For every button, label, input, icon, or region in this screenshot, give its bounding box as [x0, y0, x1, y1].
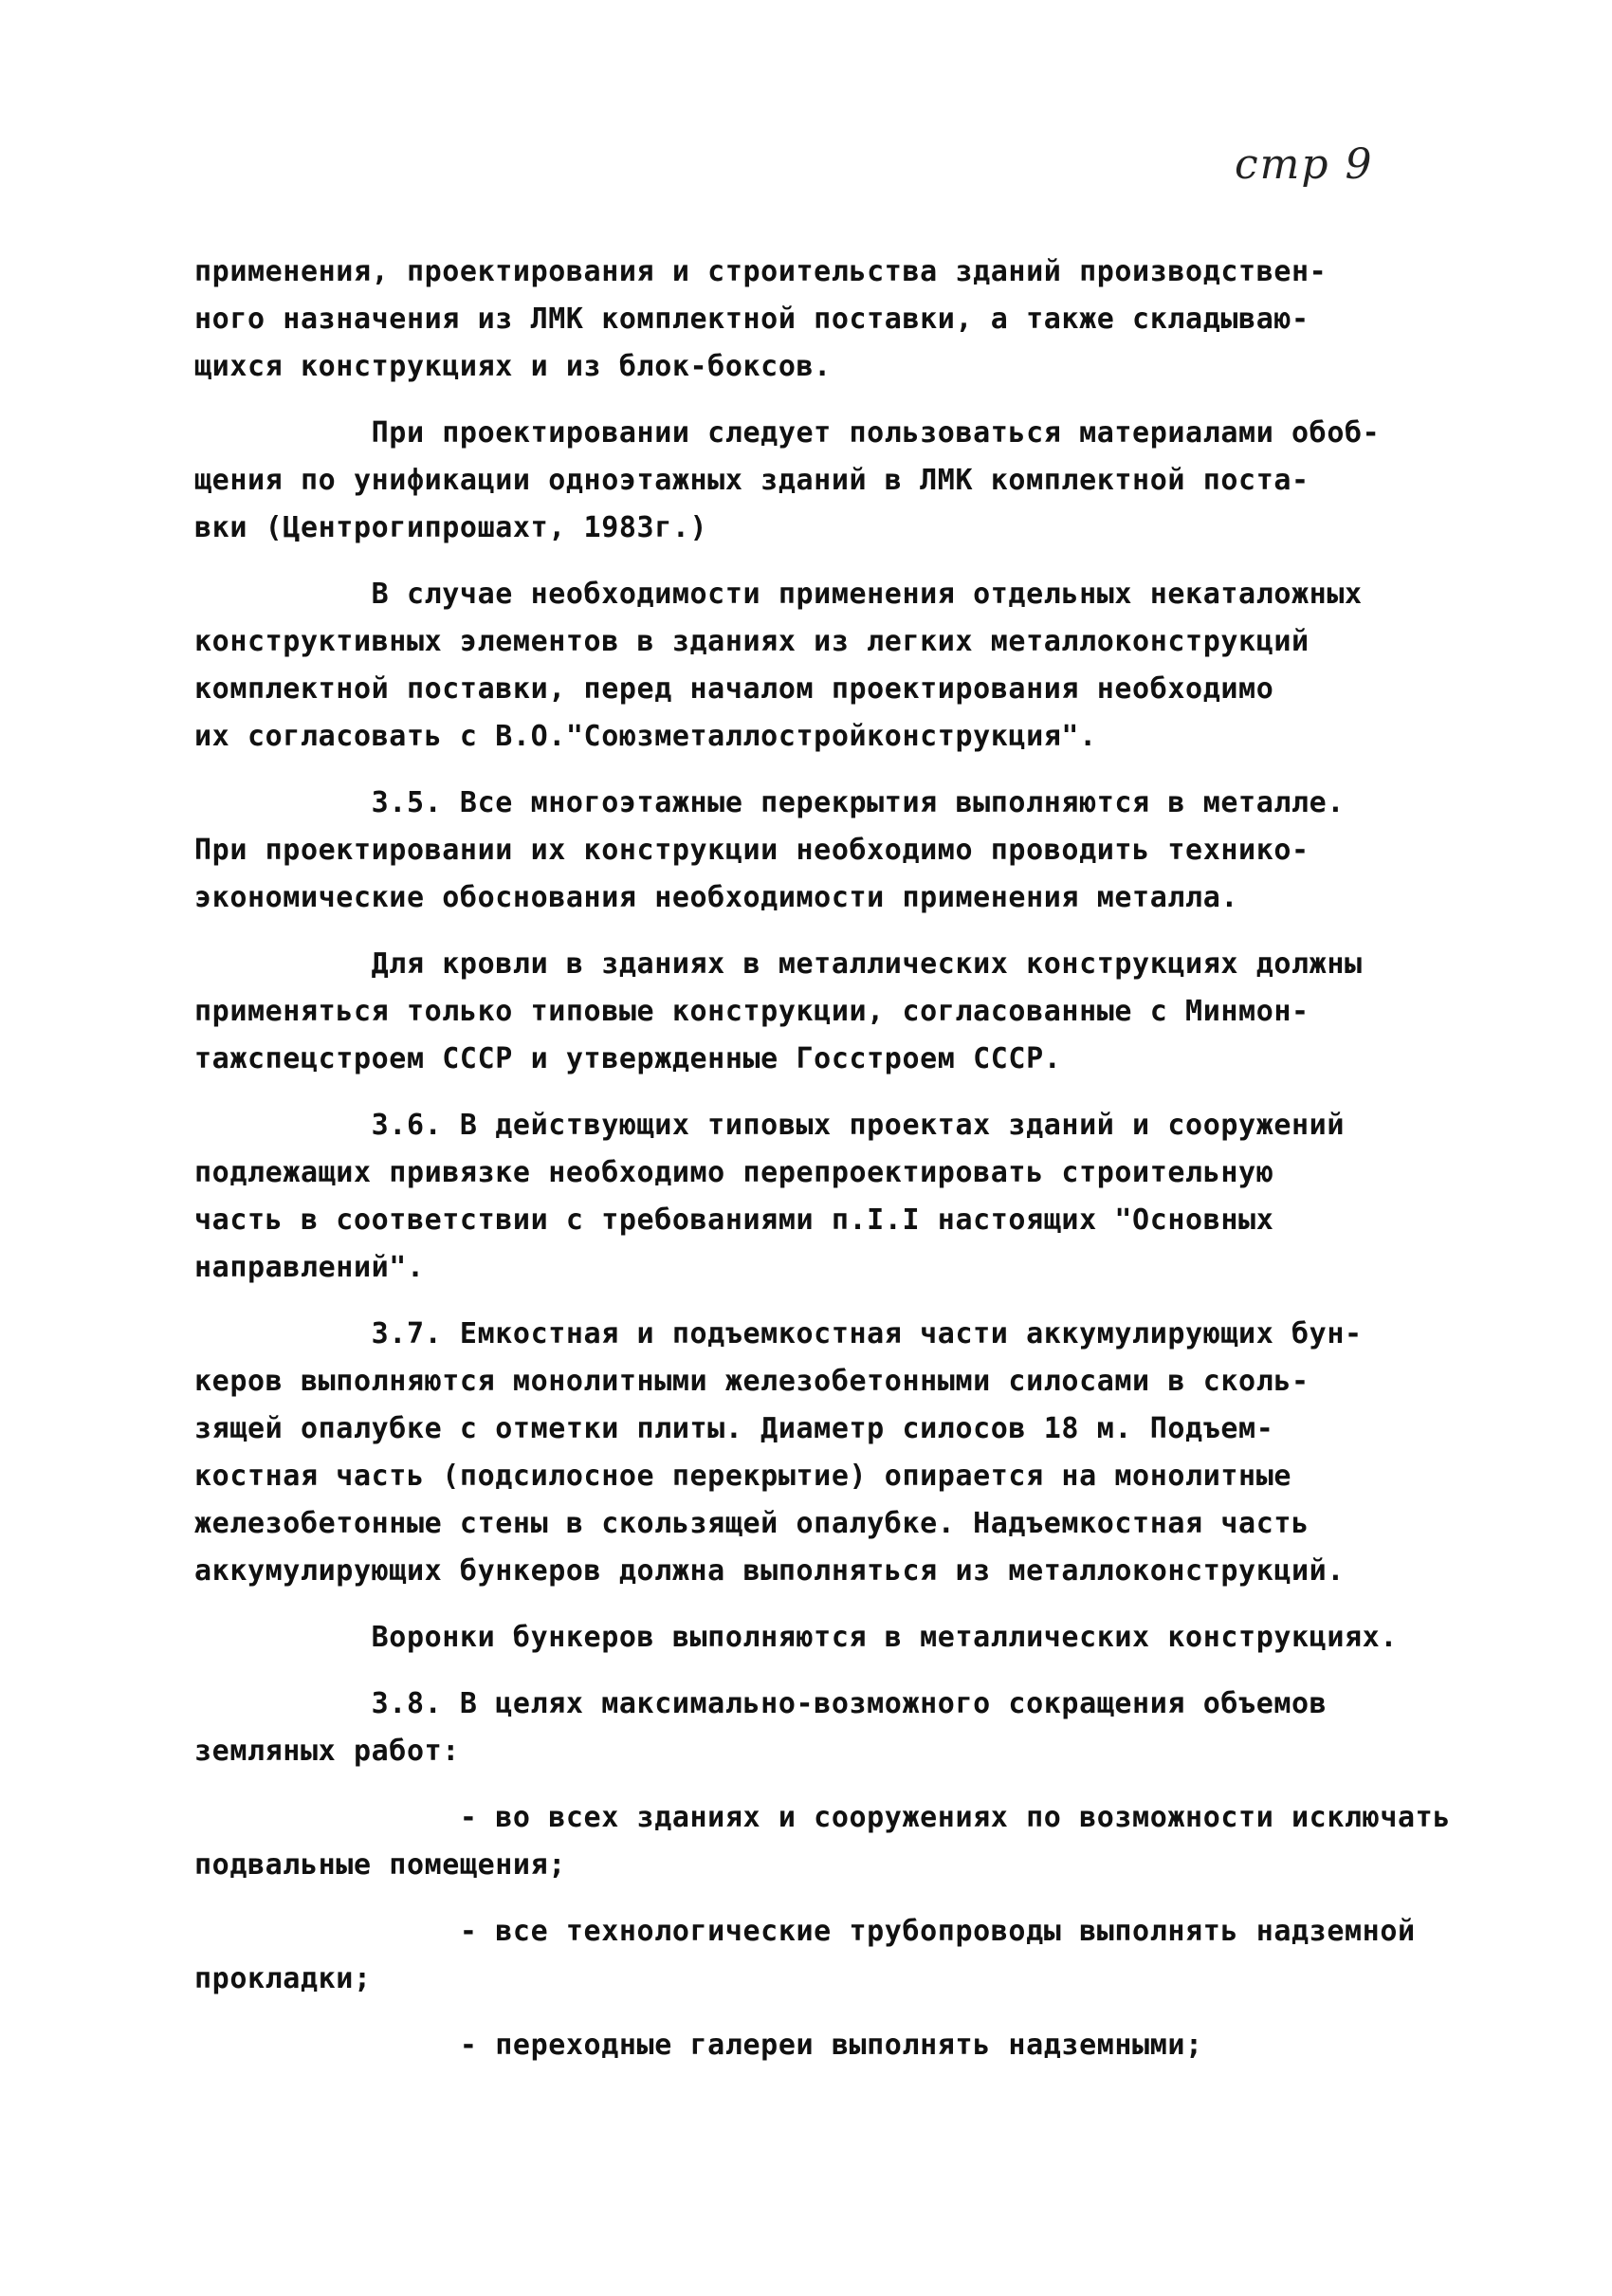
text-line: 3.6. В действующих типовых проектах зданий и сооружений: [194, 1109, 1345, 1142]
text-line: щения по унификации одноэтажных зданий в ЛМК комплектной поста-: [194, 464, 1310, 497]
text-line: тажспецстроем СССР и утвержденные Госстроем СССР.: [194, 1042, 1062, 1075]
text-line: - переходные галереи выполнять надземными;: [194, 2029, 1203, 2062]
paragraph-gap: [194, 1083, 1470, 1102]
text-line: 3.7. Емкостная и подъемкостная части аккумулирующих бун-: [194, 1317, 1363, 1350]
paragraph-gap: [194, 1595, 1470, 1614]
text-line: применения, проектирования и строительства зданий производствен-: [194, 255, 1328, 288]
paragraph-gap: [194, 552, 1470, 571]
text-line: костная часть (подсилосное перекрытие) опирается на монолитные: [194, 1460, 1292, 1493]
text-line: 3.5. Все многоэтажные перекрытия выполняются в металле.: [194, 786, 1345, 819]
text-line: При проектировании следует пользоваться материалами обоб-: [194, 416, 1381, 450]
text-line: конструктивных элементов в зданиях из легких металлоконструкций: [194, 625, 1310, 658]
paragraph-gap: [194, 1662, 1470, 1681]
text-line: аккумулирующих бункеров должна выполняться из металлоконструкций.: [194, 1554, 1345, 1588]
paragraph-gap: [194, 761, 1470, 780]
paragraph-gap: [194, 1775, 1470, 1794]
text-line: щихся конструкциях и из блок-боксов.: [194, 350, 832, 383]
text-line: При проектировании их конструкции необходимо проводить технико-: [194, 834, 1310, 867]
text-line: - все технологические трубопроводы выполнять надземной: [194, 1915, 1416, 1948]
paragraph-gap: [194, 922, 1470, 941]
body-text: [194, 248, 1470, 2069]
text-line: подлежащих привязке необходимо перепроектировать строительную: [194, 1156, 1274, 1189]
text-line: комплектной поставки, перед началом проектирования необходимо: [194, 672, 1274, 706]
text-line: часть в соответствии с требованиями п.I.I настоящих "Основных: [194, 1203, 1274, 1237]
paragraph-gap: [194, 1889, 1470, 1908]
text-line: керов выполняются монолитными железобетонными силосами в сколь-: [194, 1365, 1310, 1398]
text-line: - во всех зданиях и сооружениях по возможности исключать: [194, 1801, 1451, 1834]
paragraph-gap: [194, 391, 1470, 410]
text-line: зящей опалубке с отметки плиты. Диаметр силосов 18 м. Подъем-: [194, 1412, 1274, 1445]
text-line: подвальные помещения;: [194, 1848, 566, 1882]
text-line: Для кровли в зданиях в металлических конструкциях должны: [194, 947, 1363, 981]
page-number: стр 9: [1235, 140, 1374, 189]
paragraph-gap: [194, 2003, 1470, 2022]
text-line: Воронки бункеров выполняются в металлических конструкциях.: [194, 1621, 1398, 1654]
text-line: экономические обоснования необходимости применения металла.: [194, 881, 1239, 914]
paragraph-gap: [194, 1292, 1470, 1311]
text-line: направлений".: [194, 1251, 425, 1284]
text-line: 3.8. В целях максимально-возможного сокращения объемов: [194, 1687, 1328, 1720]
text-line: применяться только типовые конструкции, согласованные с Минмон-: [194, 995, 1310, 1028]
text-line: прокладки;: [194, 1962, 372, 1995]
text-line: В случае необходимости применения отдельных некаталожных: [194, 578, 1363, 611]
text-line: земляных работ:: [194, 1735, 460, 1768]
text-line: железобетонные стены в скользящей опалубке. Надъемкостная часть: [194, 1507, 1310, 1540]
text-line: вки (Центрогипрошахт, 1983г.): [194, 511, 708, 544]
text-line: их согласовать с В.О."Союзметаллостройконструкция".: [194, 720, 1097, 753]
text-line: ного назначения из ЛМК комплектной поставки, а также складываю-: [194, 303, 1310, 336]
